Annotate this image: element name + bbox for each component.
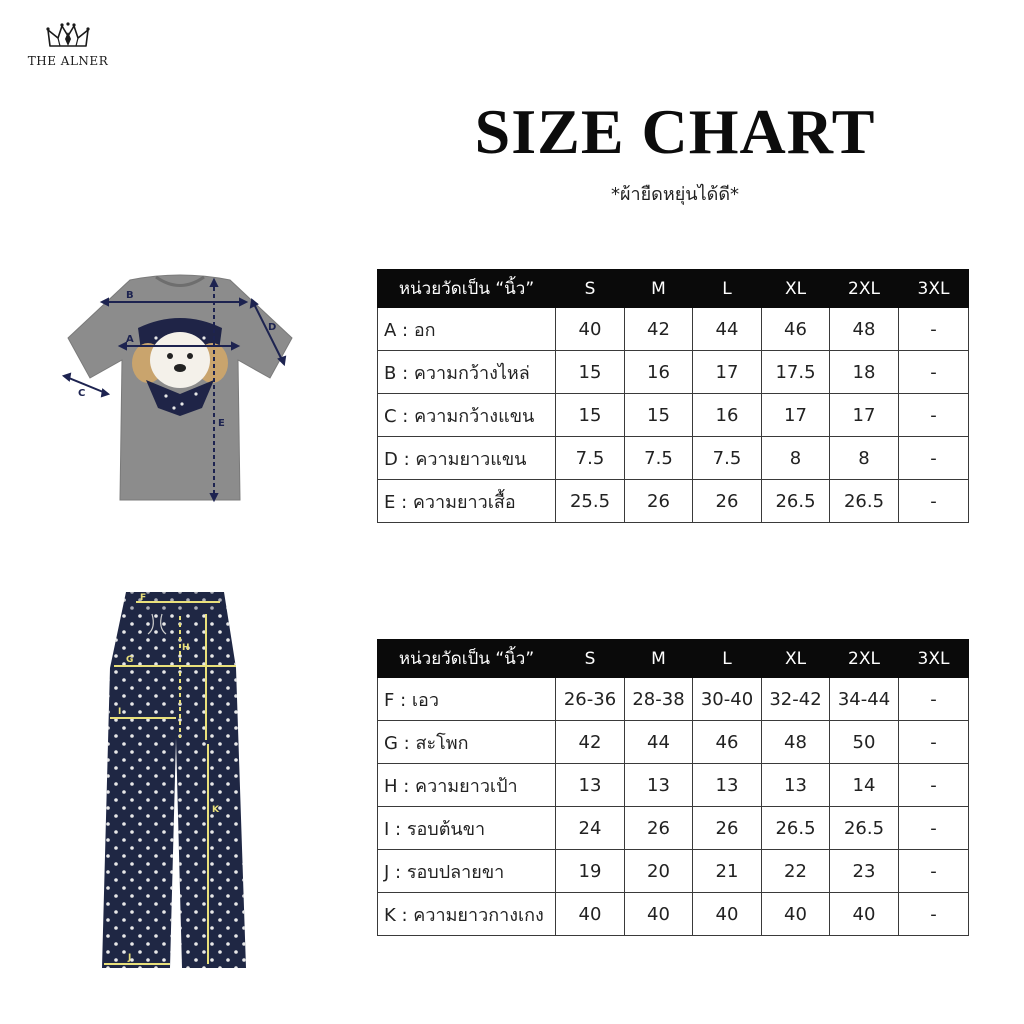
table-cell: 8 [830,437,899,480]
table-row [378,394,969,437]
table-cell: - [899,764,969,807]
row-label: K : ความยาวกางเกง [378,893,556,936]
table-cell: 30-40 [693,678,762,721]
table-cell: 8 [762,437,830,480]
brand-logo [22,22,114,68]
table-cell: 16 [625,351,693,394]
table-cell: 15 [625,394,693,437]
table-cell: - [899,480,969,523]
marker-label-a: A [126,334,134,345]
table-cell: 42 [625,308,693,351]
table-cell: 14 [830,764,899,807]
table-cell: 18 [830,351,899,394]
marker-label-b: B [126,290,134,301]
table-row [378,437,969,480]
table-cell: 26 [625,480,693,523]
table-row [378,850,969,893]
row-label: G : สะโพก [378,721,556,764]
brand-name: THE ALNER [27,54,109,68]
page-subtitle: *ผ้ายืดหยุ่นได้ดี* [610,184,740,205]
table-row [378,807,969,850]
table-cell: - [899,394,969,437]
marker-label-h: H [182,643,190,653]
table-cell: 7.5 [556,437,625,480]
size-header: L [693,270,762,308]
table-cell: 20 [625,850,693,893]
table-cell: 21 [693,850,762,893]
table-cell: 48 [830,308,899,351]
table-cell: 22 [762,850,830,893]
size-header: 2XL [830,270,899,308]
table-cell: - [899,893,969,936]
size-header: M [625,270,693,308]
size-header: 3XL [899,640,969,678]
table-cell: 17.5 [762,351,830,394]
size-header: M [625,640,693,678]
pants-illustration [96,588,256,980]
table-cell: 26 [625,807,693,850]
row-label: H : ความยาวเป้า [378,764,556,807]
row-label: F : เอว [378,678,556,721]
table-cell: 40 [625,893,693,936]
table-cell: 17 [830,394,899,437]
table-cell: 40 [693,893,762,936]
size-header: S [556,270,625,308]
table-cell: 50 [830,721,899,764]
table-cell: 15 [556,394,625,437]
marker-label-f: F [140,593,147,603]
row-label: B : ความกว้างไหล่ [378,351,556,394]
table-cell: 28-38 [625,678,693,721]
row-label: E : ความยาวเสื้อ [378,480,556,523]
table-cell: 13 [693,764,762,807]
table-row [378,893,969,936]
table-cell: 46 [762,308,830,351]
page-title: SIZE CHART [474,96,876,167]
table-cell: - [899,721,969,764]
table-cell: - [899,308,969,351]
table-cell: - [899,850,969,893]
marker-label-g: G [126,655,134,665]
row-label: I : รอบต้นขา [378,807,556,850]
table-row [378,351,969,394]
unit-label: หน่วยวัดเป็น “นิ้ว” [378,270,556,308]
unit-label: หน่วยวัดเป็น “นิ้ว” [378,640,556,678]
marker-label-d: D [268,322,277,333]
marker-label-e: E [218,418,225,429]
table-cell: 16 [693,394,762,437]
table-header-row [378,270,969,308]
table-cell: - [899,351,969,394]
tshirt-illustration [60,268,300,517]
table-cell: 32-42 [762,678,830,721]
row-label: J : รอบปลายขา [378,850,556,893]
table-cell: 23 [830,850,899,893]
table-cell: - [899,678,969,721]
marker-label-c: C [78,388,86,399]
top-size-table [377,269,969,523]
marker-label-i: I [118,707,122,717]
table-cell: - [899,807,969,850]
table-cell: 26.5 [830,480,899,523]
table-cell: 17 [762,394,830,437]
table-row [378,764,969,807]
size-header: 3XL [899,270,969,308]
bottom-size-table [377,639,969,936]
table-cell: 40 [762,893,830,936]
table-cell: 26.5 [762,480,830,523]
table-cell: 44 [693,308,762,351]
table-header-row [378,640,969,678]
table-cell: 13 [556,764,625,807]
table-cell: 19 [556,850,625,893]
size-header: L [693,640,762,678]
row-label: C : ความกว้างแขน [378,394,556,437]
table-cell: 13 [762,764,830,807]
crown-icon [46,22,90,52]
table-cell: 40 [830,893,899,936]
table-cell: 25.5 [556,480,625,523]
row-label: D : ความยาวแขน [378,437,556,480]
table-cell: 44 [625,721,693,764]
row-label: A : อก [378,308,556,351]
size-header: XL [762,640,830,678]
table-cell: 26 [693,480,762,523]
table-cell: 48 [762,721,830,764]
table-cell: 7.5 [693,437,762,480]
marker-label-k: K [212,805,219,815]
marker-label-j: J [128,953,132,963]
table-cell: 40 [556,308,625,351]
size-header: XL [762,270,830,308]
table-cell: - [899,437,969,480]
table-cell: 17 [693,351,762,394]
table-row [378,678,969,721]
table-row [378,308,969,351]
table-cell: 24 [556,807,625,850]
table-cell: 42 [556,721,625,764]
table-cell: 26-36 [556,678,625,721]
table-cell: 46 [693,721,762,764]
table-cell: 26.5 [762,807,830,850]
table-cell: 26 [693,807,762,850]
table-cell: 26.5 [830,807,899,850]
table-cell: 34-44 [830,678,899,721]
table-cell: 13 [625,764,693,807]
size-header: S [556,640,625,678]
table-row [378,480,969,523]
table-cell: 15 [556,351,625,394]
table-cell: 40 [556,893,625,936]
size-header: 2XL [830,640,899,678]
table-row [378,721,969,764]
table-cell: 7.5 [625,437,693,480]
